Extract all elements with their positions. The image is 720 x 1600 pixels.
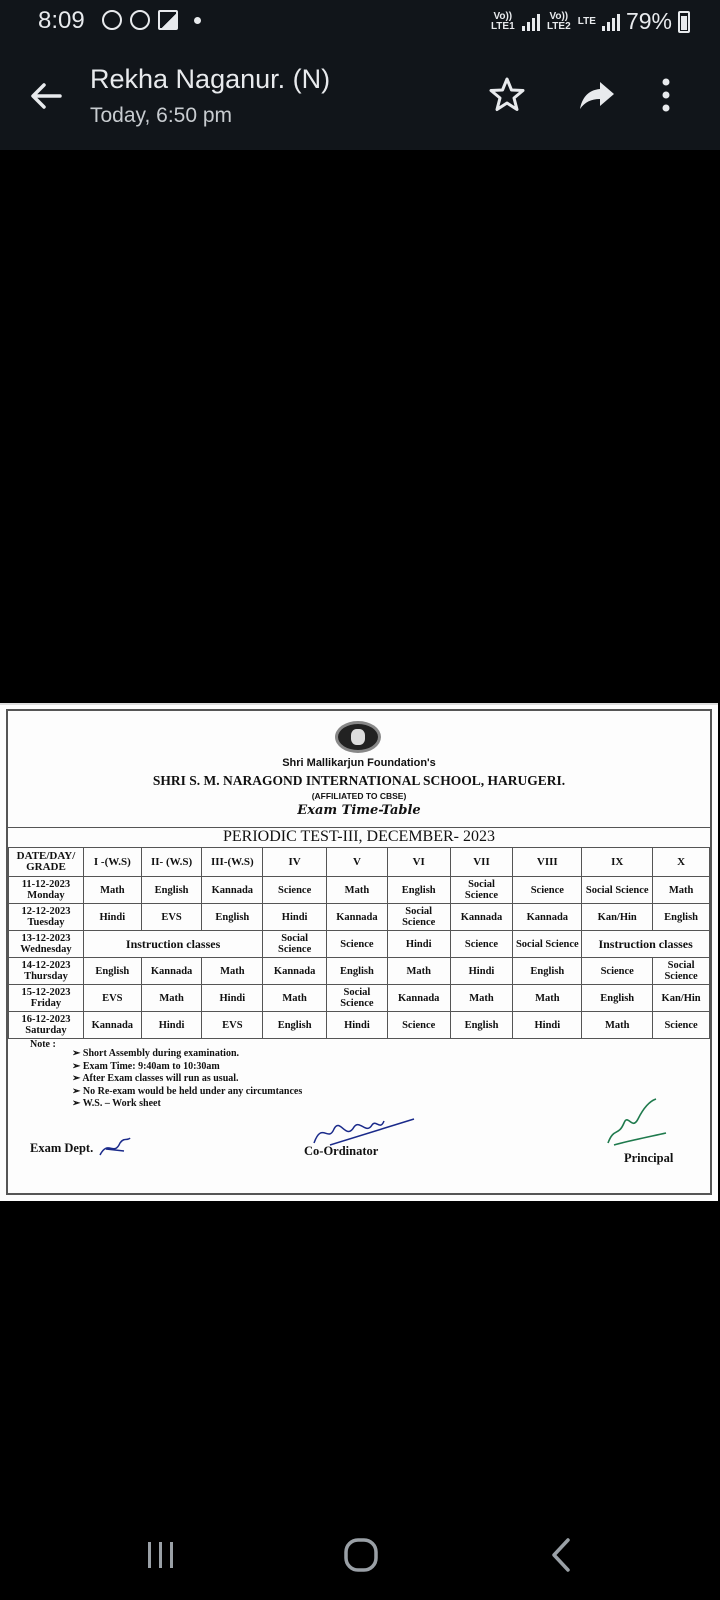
sim1-label: Vo)) LTE1 <box>490 10 515 32</box>
subject-cell: Kan/Hin <box>653 985 710 1012</box>
subject-cell: Kannada <box>263 958 327 985</box>
sim2-label: Vo)) LTE2 <box>546 10 571 32</box>
image-viewer[interactable] <box>0 150 720 1510</box>
table-header-row <box>9 848 710 877</box>
subject-cell: Math <box>582 1012 653 1039</box>
subject-cell: Hindi <box>263 904 327 931</box>
subject-cell: English <box>327 958 388 985</box>
status-right <box>490 8 690 35</box>
subject-cell: Math <box>202 958 263 985</box>
subject-cell: Kan/Hin <box>582 904 653 931</box>
subject-cell: Math <box>141 985 202 1012</box>
date-cell: 14-12-2023 Thursday <box>9 958 84 985</box>
foundation-name: Shri Mallikarjun Foundation's <box>282 757 436 769</box>
subject-cell: Science <box>653 1012 710 1039</box>
subject-cell: Science <box>327 931 388 958</box>
principal-signature: Principal <box>624 1151 674 1165</box>
timetable-table <box>8 847 710 1039</box>
grade-header: III-(W.S) <box>202 848 263 877</box>
grade-header: IX <box>582 848 653 877</box>
subject-cell: English <box>582 985 653 1012</box>
subject-cell: Kannada <box>83 1012 141 1039</box>
subject-cell: Hindi <box>450 958 513 985</box>
principal-scribble-icon <box>604 1097 672 1149</box>
timetable-image[interactable] <box>0 703 718 1201</box>
subject-cell: Social Science <box>450 877 513 904</box>
grade-header: VII <box>450 848 513 877</box>
subject-cell: Science <box>513 877 582 904</box>
note-item: ➢ No Re-exam would be held under any circumtances <box>72 1086 302 1099</box>
table-row <box>9 958 710 985</box>
subject-cell: Social Science <box>653 958 710 985</box>
subject-cell: English <box>141 877 202 904</box>
subject-cell: Kannada <box>387 985 450 1012</box>
exam-dept-scribble-icon <box>98 1135 132 1159</box>
lte-label: LTE <box>577 15 596 27</box>
subject-cell: English <box>653 904 710 931</box>
note-item: ➢ After Exam classes will run as usual. <box>72 1073 302 1086</box>
subject-cell: Social Science <box>582 877 653 904</box>
subject-cell: Hindi <box>387 931 450 958</box>
date-cell: 13-12-2023 Wednesday <box>9 931 84 958</box>
subject-cell: Science <box>582 958 653 985</box>
grade-header: X <box>653 848 710 877</box>
nav-back-button[interactable] <box>538 1532 588 1578</box>
note-item: ➢ Exam Time: 9:40am to 10:30am <box>72 1061 302 1074</box>
school-logo-icon <box>335 721 381 753</box>
sync-icon <box>130 10 150 30</box>
notification-dot-icon <box>194 17 201 24</box>
subject-cell: Hindi <box>513 1012 582 1039</box>
app-header <box>0 46 720 150</box>
date-cell: 12-12-2023 Tuesday <box>9 904 84 931</box>
subject-cell: Kannada <box>202 877 263 904</box>
subject-cell: Math <box>387 958 450 985</box>
status-icons-left <box>102 10 201 30</box>
subject-cell: Science <box>450 931 513 958</box>
battery-icon <box>678 11 690 33</box>
grade-header: VIII <box>513 848 582 877</box>
subject-cell: Math <box>327 877 388 904</box>
subject-cell: Hindi <box>327 1012 388 1039</box>
instruction-cell: Instruction classes <box>582 931 710 958</box>
star-button[interactable] <box>486 74 528 116</box>
signal-bars-icon <box>522 13 540 31</box>
subject-cell: EVS <box>141 904 202 931</box>
date-grade-header: DATE/DAY/ GRADE <box>9 848 84 877</box>
more-vert-icon <box>656 74 676 116</box>
gallery-icon <box>158 10 178 30</box>
instagram-icon <box>102 10 122 30</box>
table-row <box>9 931 710 958</box>
status-time: 8:09 <box>38 7 85 34</box>
subject-cell: English <box>513 958 582 985</box>
subject-cell: English <box>387 877 450 904</box>
document-frame <box>6 709 712 1195</box>
back-arrow-icon <box>26 76 66 116</box>
date-cell: 15-12-2023 Friday <box>9 985 84 1012</box>
signal-bars-2-icon <box>602 13 620 31</box>
table-row <box>9 1012 710 1039</box>
subject-cell: Kannada <box>327 904 388 931</box>
subject-cell: Hindi <box>202 985 263 1012</box>
subject-cell: Math <box>513 985 582 1012</box>
sender-name: Rekha Naganur. (N) <box>90 64 331 94</box>
subject-cell: Social Science <box>327 985 388 1012</box>
battery-percent: 79% <box>625 8 672 34</box>
subject-cell: Social Science <box>513 931 582 958</box>
star-icon <box>486 74 528 116</box>
table-row <box>9 985 710 1012</box>
timetable-heading: Exam Time-Table <box>297 803 421 818</box>
grade-header: II- (W.S) <box>141 848 202 877</box>
subject-cell: English <box>83 958 141 985</box>
instruction-cell: Instruction classes <box>83 931 262 958</box>
subject-cell: English <box>263 1012 327 1039</box>
subject-cell: Hindi <box>83 904 141 931</box>
home-button[interactable] <box>336 1532 386 1578</box>
subject-cell: Kannada <box>513 904 582 931</box>
message-date: Today, 6:50 pm <box>90 104 233 127</box>
subject-cell: English <box>202 904 263 931</box>
subject-cell: EVS <box>202 1012 263 1039</box>
subject-cell: English <box>450 1012 513 1039</box>
grade-header: VI <box>387 848 450 877</box>
affiliation: (AFFILIATED TO CBSE) <box>311 791 407 801</box>
subject-cell: Math <box>653 877 710 904</box>
coordinator-signature: Co-Ordinator <box>304 1144 379 1158</box>
date-cell: 16-12-2023 Saturday <box>9 1012 84 1039</box>
note-item: ➢ Short Assembly during examination. <box>72 1048 302 1061</box>
table-row <box>9 904 710 931</box>
date-cell: 11-12-2023 Monday <box>9 877 84 904</box>
subject-cell: Math <box>83 877 141 904</box>
subject-cell: Social Science <box>263 931 327 958</box>
subject-cell: Science <box>263 877 327 904</box>
note-label: Note : <box>30 1039 56 1050</box>
subject-cell: Hindi <box>141 1012 202 1039</box>
back-button[interactable] <box>26 76 66 116</box>
share-button[interactable] <box>576 74 618 116</box>
school-name: SHRI S. M. NARAGOND INTERNATIONAL SCHOOL, HARUGERI. <box>152 773 566 788</box>
nav-back-icon <box>538 1532 588 1578</box>
home-icon <box>336 1532 386 1578</box>
subject-cell: Social Science <box>387 904 450 931</box>
share-icon <box>576 74 618 116</box>
note-item: ➢ W.S. – Work sheet <box>72 1098 302 1111</box>
grade-header: V <box>327 848 388 877</box>
subject-cell: Math <box>263 985 327 1012</box>
test-title: PERIODIC TEST-III, DECEMBER- 2023 <box>8 827 710 846</box>
status-bar <box>0 0 720 46</box>
subject-cell: Kannada <box>450 904 513 931</box>
more-options-button[interactable] <box>656 74 698 116</box>
table-row <box>9 877 710 904</box>
grade-header: I -(W.S) <box>83 848 141 877</box>
subject-cell: Kannada <box>141 958 202 985</box>
subject-cell: Science <box>387 1012 450 1039</box>
exam-dept-signature: Exam Dept. <box>30 1141 94 1155</box>
notes-list <box>72 1048 302 1111</box>
subject-cell: EVS <box>83 985 141 1012</box>
navigation-bar <box>0 1510 720 1600</box>
grade-header: IV <box>263 848 327 877</box>
recents-button[interactable] <box>136 1532 186 1578</box>
subject-cell: Math <box>450 985 513 1012</box>
recents-icon <box>136 1532 186 1578</box>
